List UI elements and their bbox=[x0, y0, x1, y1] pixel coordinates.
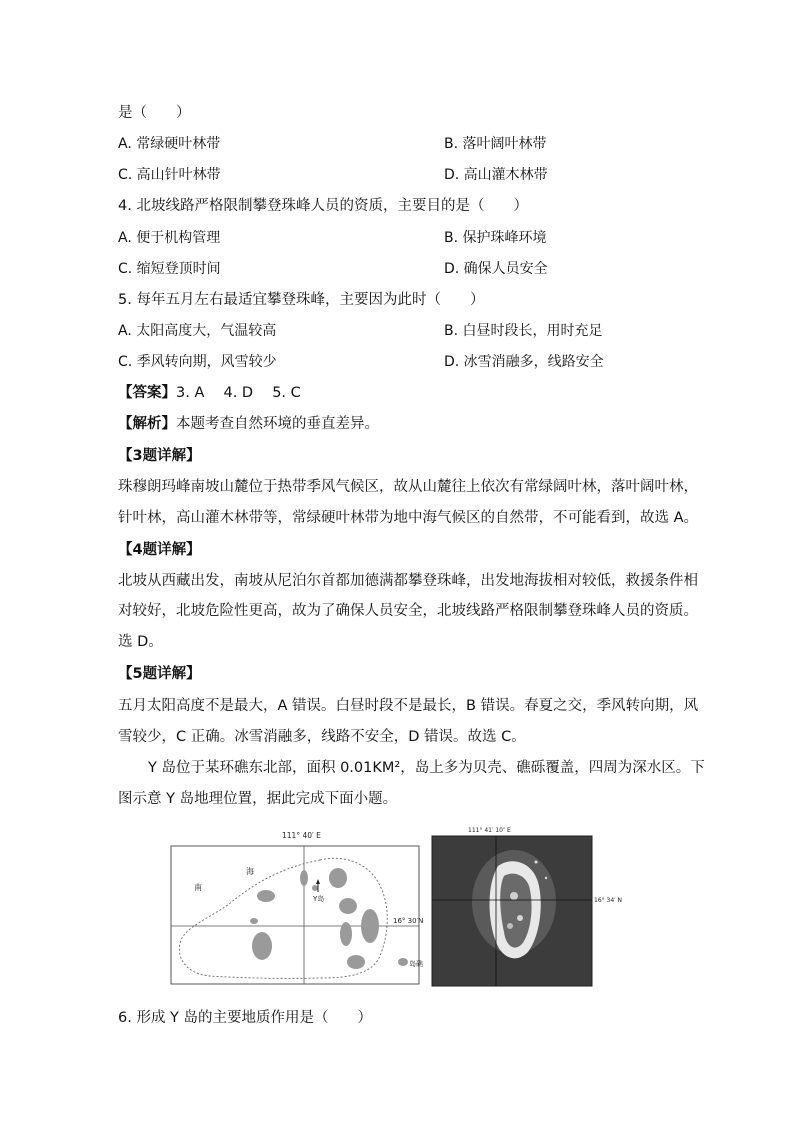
question-4-option-b: B. 保护珠峰环境 bbox=[444, 230, 547, 246]
detail-3-line-1: 珠穆朗玛峰南坡山麓位于热带季风气候区，故从山麓往上依次有常绿阔叶林，落叶阔叶林， bbox=[118, 479, 698, 495]
reef-patch bbox=[257, 890, 275, 902]
map-island-label: Y岛 bbox=[313, 895, 325, 903]
reef-patch bbox=[361, 909, 379, 943]
detail-5-line-1: 五月太阳高度不是最大，A 错误。白昼时段不是最长，B 错误。春夏之交，季风转向期，风 bbox=[118, 698, 699, 714]
map-longitude-label: 111° 40′ E bbox=[282, 831, 321, 840]
question-4-option-d: D. 确保人员安全 bbox=[444, 261, 548, 277]
reef-patch bbox=[339, 898, 357, 914]
satellite-longitude-label: 111° 41′ 10″ E bbox=[468, 827, 511, 834]
island-feature bbox=[517, 915, 523, 921]
question-3-stem-tail: 是（ ） bbox=[118, 105, 191, 121]
legend-reef-label: 岛礁 bbox=[409, 960, 423, 968]
question-3-option-c: C. 高山针叶林带 bbox=[118, 167, 221, 183]
reef-patch bbox=[250, 918, 258, 924]
answer-label: 【答案】 bbox=[118, 385, 176, 401]
map-sea-char-1: 南 bbox=[194, 883, 202, 892]
reef-patch bbox=[329, 868, 347, 888]
question-4-option-a: A. 便于机构管理 bbox=[118, 230, 221, 246]
answer-row bbox=[118, 383, 301, 403]
question-4-stem: 4. 北坡线路严格限制攀登珠峰人员的资质，主要目的是（ ） bbox=[118, 198, 528, 214]
question-5-stem: 5. 每年五月左右最适宜攀登珠峰，主要因为此时（ ） bbox=[118, 292, 485, 308]
question-5-option-b: B. 白昼时段长，用时充足 bbox=[444, 323, 603, 339]
reef-fragment bbox=[545, 877, 547, 879]
island-feature bbox=[510, 892, 518, 900]
question-5-option-d: D. 冰雪消融多，线路安全 bbox=[444, 354, 604, 370]
reef-patch bbox=[347, 955, 365, 969]
reef-fragment bbox=[535, 861, 538, 864]
question-3-option-a: A. 常绿硬叶林带 bbox=[118, 136, 221, 152]
reef-patch bbox=[312, 885, 318, 891]
atoll-location-map bbox=[170, 826, 422, 992]
question-4-option-c: C. 缩短登顶时间 bbox=[118, 261, 221, 277]
reef-patch bbox=[340, 922, 352, 946]
intro-line-1: Y 岛位于某环礁东北部，面积 0.01KM²，岛上多为贝壳、礁砾覆盖，四周为深水区。下 bbox=[148, 760, 705, 776]
detail-3-title: 【3题详解】 bbox=[118, 448, 201, 464]
analysis-label: 【解析】 bbox=[118, 416, 176, 432]
detail-3-line-2: 针叶林，高山灌木林带等，常绿硬叶林带为地中海气候区的自然带，不可能看到，故选 A。 bbox=[118, 510, 699, 526]
reef-patch bbox=[300, 870, 308, 886]
intro-line-2: 图示意 Y 岛地理位置，据此完成下面小题。 bbox=[118, 791, 398, 807]
map-frame bbox=[171, 846, 419, 984]
map-sea-char-2: 海 bbox=[246, 867, 254, 876]
detail-4-line-2: 对较好，北坡危险性更高，故为了确保人员安全，北坡线路严格限制攀登珠峰人员的资质。 bbox=[118, 603, 698, 619]
detail-5-title: 【5题详解】 bbox=[118, 666, 201, 682]
analysis-text: 本题考查自然环境的垂直差异。 bbox=[176, 416, 379, 432]
answer-text: 3. A 4. D 5. C bbox=[176, 385, 301, 401]
legend-reef-swatch bbox=[398, 958, 408, 966]
question-6-stem: 6. 形成 Y 岛的主要地质作用是（ ） bbox=[118, 1010, 373, 1026]
satellite-image bbox=[432, 826, 622, 992]
detail-4-title: 【4题详解】 bbox=[118, 542, 201, 558]
analysis-row bbox=[118, 414, 379, 434]
island-feature bbox=[507, 923, 513, 929]
reef-patch bbox=[252, 932, 272, 960]
satellite-latitude-label: 16° 34′ N bbox=[594, 897, 622, 904]
question-3-option-b: B. 落叶阔叶林带 bbox=[444, 136, 547, 152]
question-5-option-a: A. 太阳高度大，气温较高 bbox=[118, 323, 277, 339]
detail-4-line-3: 选 D。 bbox=[118, 634, 163, 650]
detail-4-line-1: 北坡从西藏出发，南坡从尼泊尔首都加德满都攀登珠峰，出发地海拔相对较低，救援条件相 bbox=[118, 573, 698, 589]
detail-5-line-2: 雪较少，C 正确。冰雪消融多，线路不安全，D 错误。故选 C。 bbox=[118, 729, 526, 745]
map-latitude-label: 16° 30′N bbox=[393, 917, 424, 925]
question-3-option-d: D. 高山灌木林带 bbox=[444, 167, 548, 183]
question-5-option-c: C. 季风转向期，风雪较少 bbox=[118, 354, 277, 370]
